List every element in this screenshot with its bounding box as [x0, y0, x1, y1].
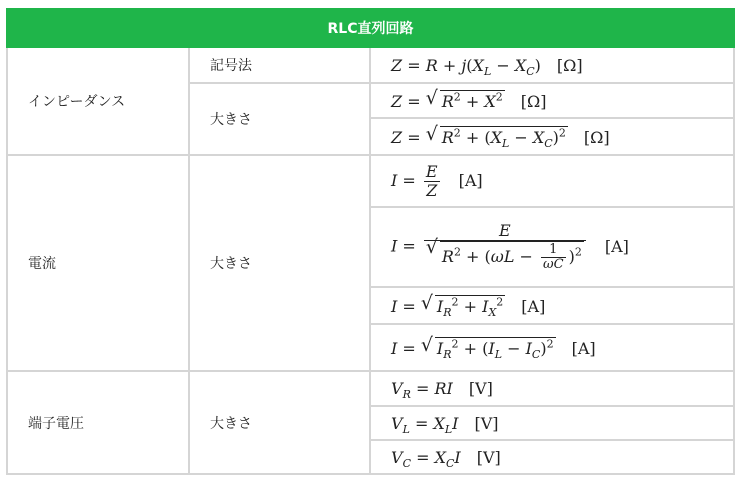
magnitude-label: 大きさ	[189, 83, 370, 155]
unit: [Ω]	[520, 92, 547, 111]
impedance-magnitude-formula-1: Z = √ $R^2 + X^2$ [Ω]	[370, 83, 734, 118]
voltage-formula-2: $V_L = X_LI$ [V]	[370, 406, 734, 440]
unit: [V]	[474, 413, 499, 433]
current-formula-3: I = √ $I_R^2 + I_X^2$ [A]	[370, 287, 734, 324]
terminal-voltage-category: 端子電圧	[7, 371, 189, 474]
unit: [Ω]	[556, 55, 583, 75]
impedance-magnitude-formula-2: Z = √ $R^2 + (X_L - X_C)^2$ [Ω]	[370, 118, 734, 155]
voltage-formula-3: $V_C = X_CI$ [V]	[370, 440, 734, 474]
unit: [V]	[476, 447, 501, 467]
unit: [A]	[604, 236, 629, 256]
impedance-category: インピーダンス	[7, 47, 189, 155]
magnitude-label: 大きさ	[189, 155, 370, 371]
impedance-notation-formula: $Z = R + j(X_L - X_C)$ [Ω]	[370, 47, 734, 83]
unit: [A]	[521, 297, 546, 316]
table-title: RLC直列回路	[7, 9, 734, 47]
unit: [V]	[468, 379, 493, 398]
current-category: 電流	[7, 155, 189, 371]
unit: [A]	[571, 339, 596, 358]
notation-label: 記号法	[189, 47, 370, 83]
current-formula-2: I = E √ $R^2 + (\omega L$ − $\frac{1}{\omega C}$ )$^2$ [A]	[370, 207, 734, 287]
current-formula-4: I = √ $I_R^2 + (I_L - I_C)^2$ [A]	[370, 324, 734, 371]
rlc-series-table	[6, 8, 735, 475]
unit: [A]	[458, 170, 483, 190]
rlc-series-table-container	[6, 8, 733, 475]
voltage-formula-1: $V_R$ = RI [V]	[370, 371, 734, 406]
current-formula-1: I = $\frac{E}{Z}$ [A]	[370, 155, 734, 207]
magnitude-label: 大きさ	[189, 371, 370, 474]
unit: [Ω]	[583, 128, 610, 147]
